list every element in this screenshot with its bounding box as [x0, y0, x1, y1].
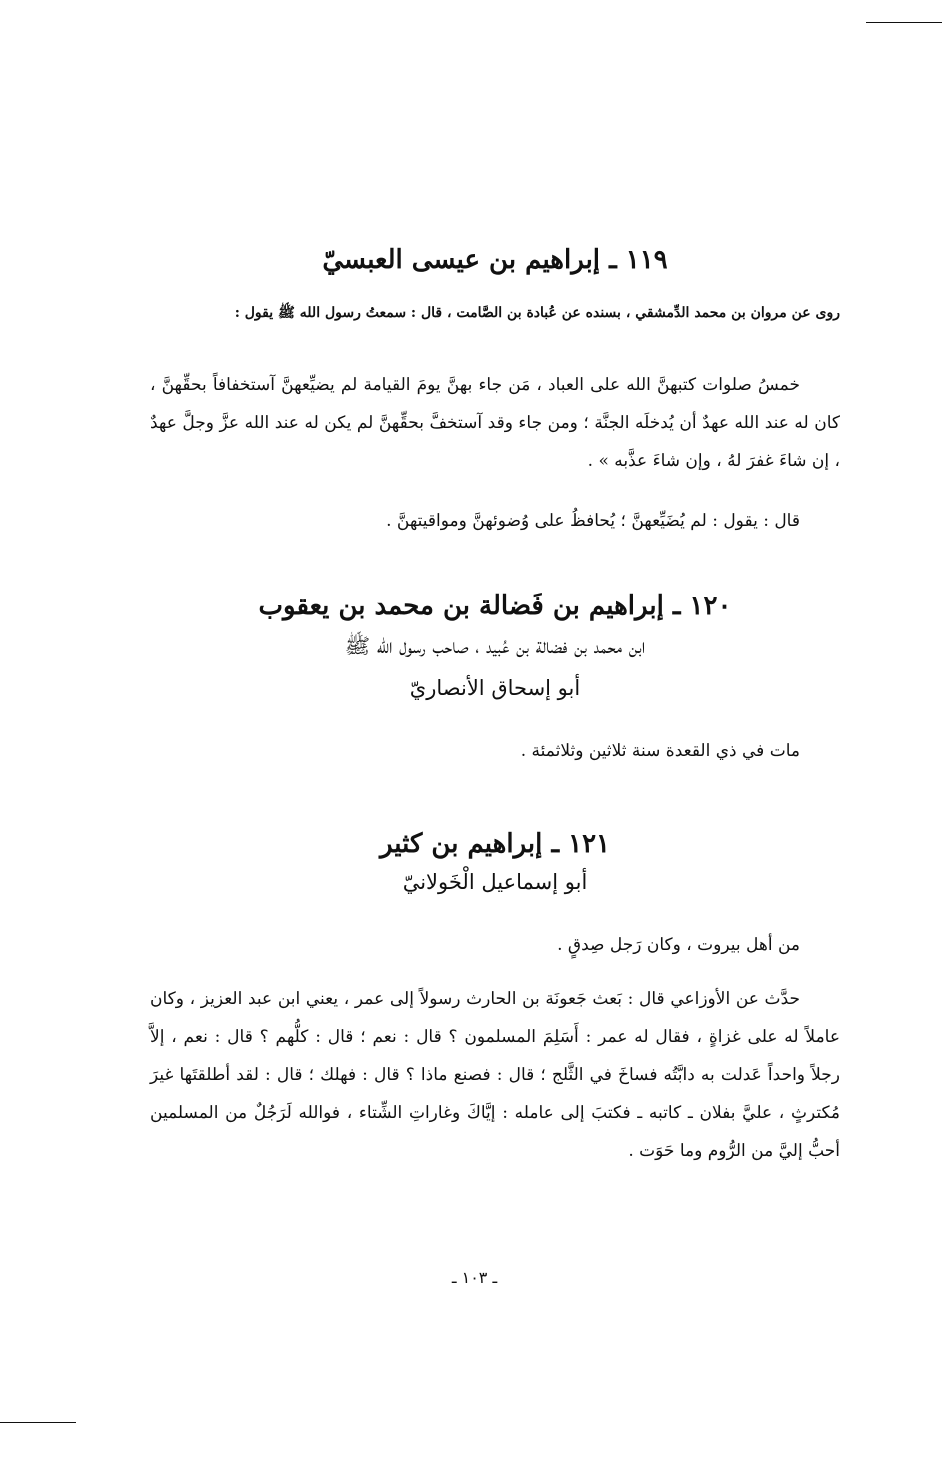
entry-119-title: ١١٩ ـ إبراهيم بن عيسى العبسيّ [322, 245, 668, 275]
entry-121-subtitle-kunya: أبو إسماعيل الْخَولانيّ [402, 870, 588, 894]
top-margin-rule [866, 22, 942, 23]
bottom-margin-rule [0, 1422, 76, 1423]
page-number: ـ ١٠٣ ـ [451, 1268, 498, 1287]
entry-120-body: مات في ذي القعدة سنة ثلاثين وثلاثمئة . [520, 741, 800, 761]
entry-120-subtitle-lineage: ابن محمد بن فضالة بن عُبيد ، صاحب رسول الله ﷺ [344, 634, 646, 658]
entry-119-body: خمسُ صلوات كتبهنَّ الله على العباد ، مَن جاء بهنَّ يومَ القيامة لم يضيِّعهنَّ آستخفافاً بحقِّهنَّ ، كان له عند الله عهدٌ أن يُدخلَه الجنَّة ؛ ومن جاء وقد آستخفَّ بحقِّهنَّ لم يكن له عند الله عزَّ وجلَّ عهدٌ ، إن شاءَ غفرَ لهُ ، وإن شاءَ عذَّبه » . [150, 375, 840, 471]
entry-121-body-intro: من أهل بيروت ، وكان رَجل صِدقٍ . [557, 935, 800, 955]
entry-121-title: ١٢١ ـ إبراهيم بن كثير [379, 829, 611, 859]
entry-121-body-narration: حدَّث عن الأوزاعي قال : بَعث جَعونَة بن الحارث رسولاً إلى عمر ، يعني ابن عبد العزيز ، وكان عاملاً له على غزاةٍ ، فقال له عمر : أَسَلِمَ المسلمون ؟ قال : نعم ؛ قال : كلُّهم ؟ قال : نعم ، إلاَّ رجلاً واحداً عَدلت به دابَّتُه فساخَ في الثَّلج ؛ قال : فصنع ماذا ؟ قال : فهلك ؛ قال : لقد أطلقتَها غيرَ مُكترثٍ ، عليَّ بفلان ـ كاتبه ـ فكتبَ إلى عامله : إيَّاكَ وغاراتِ الشِّتاء ، فوالله لَرَجُلٌ من المسلمين أحبُّ إليَّ من الرُّوم وما حَوَت . [150, 989, 840, 1161]
entry-120-title: ١٢٠ ـ إبراهيم بن فَضالة بن محمد بن يعقوب [258, 591, 732, 621]
entry-119-note: قال : يقول : لم يُضَيِّعهنَّ ؛ يُحافظُ على وُضوئهنَّ ومواقيتهنَّ . [386, 511, 800, 531]
entry-119-intro: روى عن مروان بن محمد الدِّمشقي ، بسنده عن عُبادة بن الصَّامت ، قال : سمعتُ رسول الله ﷺ يقول : [234, 305, 840, 321]
entry-120-subtitle-kunya: أبو إسحاق الأنصاريّ [409, 676, 581, 700]
